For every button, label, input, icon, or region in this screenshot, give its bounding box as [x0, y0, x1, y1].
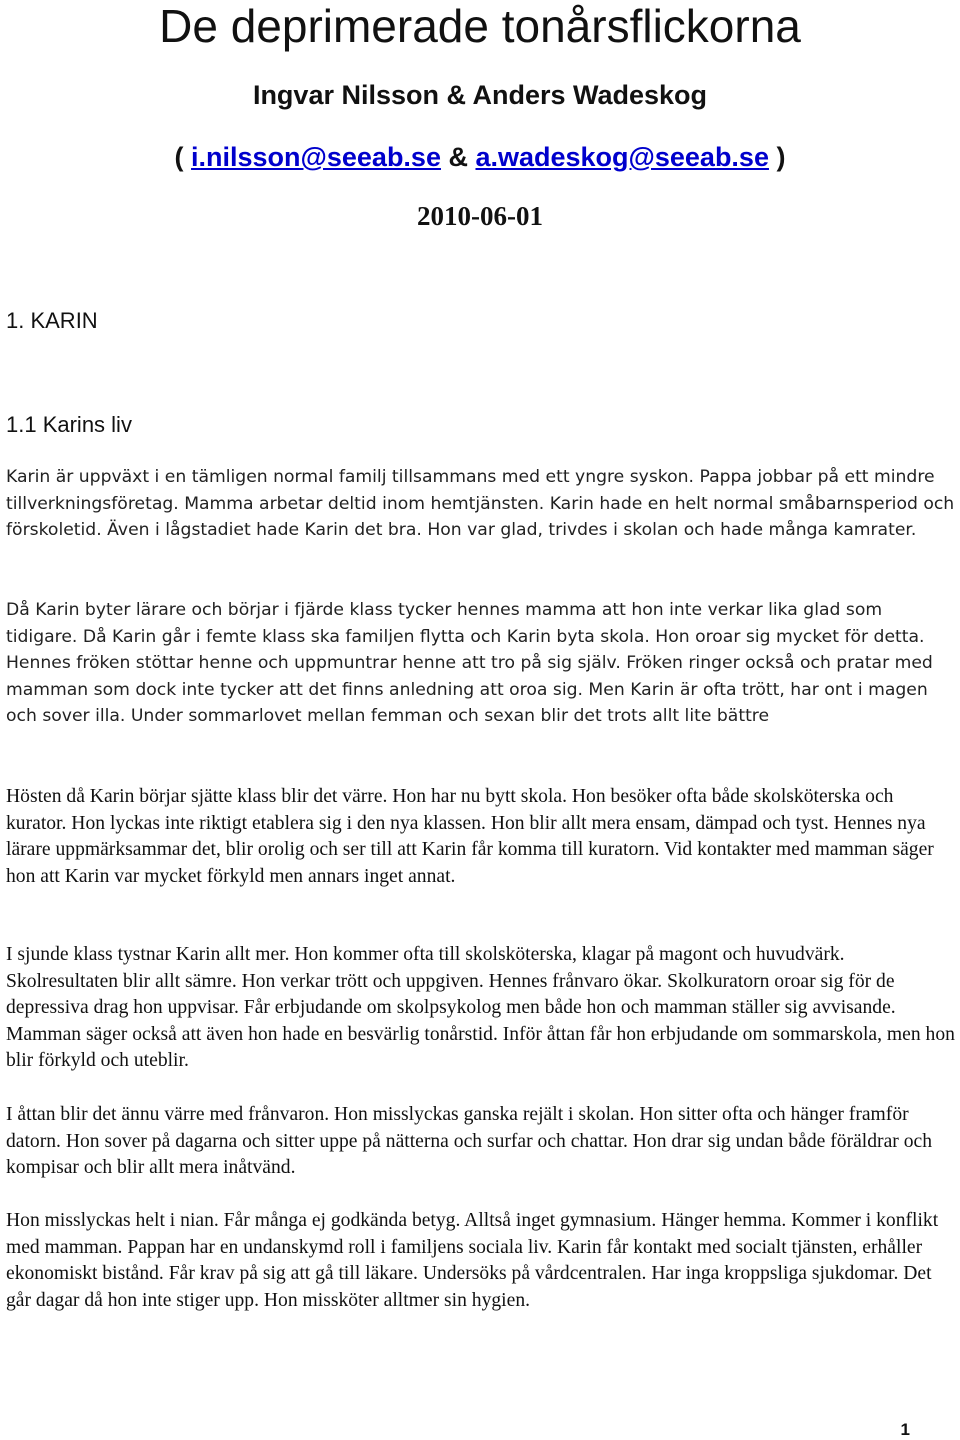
paragraph-2: Då Karin byter lärare och börjar i fjärde klass tycker hennes mamma att hon inte verkar lika glad som tidigare. Då Karin går i femte klass ska familjen flytta och Karin byta skola. Hon oroar sig mycket för detta. Hennes fröken stöttar henne och uppmuntrar henne att tro på sig själv. Fröken ringer också och pratar med mamman som dock inte tycker att det finns anledning att oroa sig. Men Karin är ofta trött, har ont i magen och sover illa. Under sommarlovet mellan femman och sexan blir det trots allt lite bättre [6, 600, 933, 726]
document-title: De deprimerade tonårsflickorna [159, 0, 801, 52]
document-date: 2010-06-01 [417, 201, 543, 231]
email-ampersand: & [440, 142, 476, 172]
page-number: 1 [900, 1420, 910, 1439]
authors: Ingvar Nilsson & Anders Wadeskog [252, 80, 708, 110]
section-heading: 1. KARIN [6, 308, 98, 333]
email-close-paren: ) [768, 142, 786, 172]
paragraph-3: Hösten då Karin börjar sjätte klass blir det värre. Hon har nu bytt skola. Hon besöker ofta både skolsköterska och kurator. Hon lyckas inte riktigt etablera sig i den nya klassen. Hon blir allt mera ensam, dämpad och tyst. Hennes nya lärare uppmärksammar det, blir orolig och ser till att Karin får komma till kuratorn. Vid kontakter med mamman säger hon att Karin var mycket förkyld men annars inget annat. [6, 786, 934, 887]
email-line [0, 140, 960, 174]
paragraph-5: I åttan blir det ännu värre med frånvaron. Hon misslyckas ganska rejält i skolan. Hon sitter ofta och hänger framför datorn. Hon sover på dagarna och sitter uppe på nätterna och surfar och chattar. Hon drar sig undan både föräldrar och kompisar och blir allt mera inåtvänd. [6, 1104, 932, 1178]
paragraph-4: I sjunde klass tystnar Karin allt mer. Hon kommer ofta till skolsköterska, klagar på magont och huvudvärk. Skolresultaten blir allt sämre. Hon verkar trött och uppgiven. Hennes frånvaro ökar. Skolkuratorn oroar sig för de depressiva drag hon uppvisar. Får erbjudande om skolpsykolog men både hon och mamman ställer sig avvisande. Mamman säger också att även hon hade en besvärlig tonårstid. Inför åttan får hon erbjudande om sommarskola, men hon blir förkyld och uteblir. [6, 944, 955, 1071]
paragraph-6: Hon misslyckas helt i nian. Får många ej godkända betyg. Alltså inget gymnasium. Hänger hemma. Kommer i konflikt med mamman. Pappan har en undanskymd roll i familjens sociala liv. Karin får kontakt med socialt tjänsten, erhåller ekonomiskt bistånd. Får krav på sig att gå till läkare. Undersöks på vårdcentralen. Har inga kroppsliga sjukdomar. Det går dagar då hon inte stiger upp. Hon missköter alltmer sin hygien. [6, 1210, 939, 1311]
email-open-paren: ( [174, 142, 192, 172]
paragraph-1: Karin är uppväxt i en tämligen normal familj tillsammans med ett yngre syskon. Pappa jobbar på ett mindre tillverkningsföretag. Mamma arbetar deltid inom hemtjänsten. Karin hade en helt normal småbarnsperiod och förskoletid. Även i lågstadiet hade Karin det bra. Hon var glad, trivdes i skolan och hade många kamrater. [6, 467, 955, 540]
email-link-wadeskog[interactable]: a.wadeskog@seeab.se [475, 142, 769, 172]
subsection-heading: 1.1 Karins liv [6, 412, 132, 437]
email-link-nilsson[interactable]: i.nilsson@seeab.se [191, 142, 441, 172]
